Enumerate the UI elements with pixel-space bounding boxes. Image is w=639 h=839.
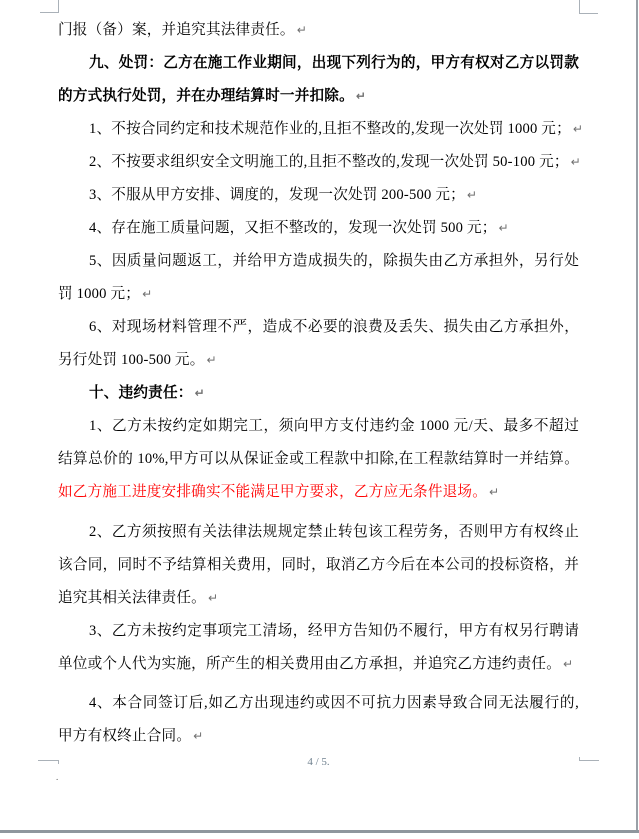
line-text: 追究其相关法律责任。 (58, 590, 206, 606)
line-text: 1、不按合同约定和技术规范作业的,且拒不整改的,发现一次处罚 1000 元； (89, 121, 571, 137)
document-line (58, 212, 579, 245)
document-line (58, 14, 579, 47)
document-line (58, 582, 579, 615)
page-edge-right (636, 0, 638, 832)
document-line (58, 179, 579, 212)
document-line (58, 113, 584, 146)
line-text: 5、因质量问题返工，并给甲方造成损失的，除损失由乙方承担外，另行处 (89, 253, 579, 269)
line-text: 2、乙方须按照有关法律法规规定禁止转包该工程劳务，否则甲方有权终止 (89, 524, 579, 540)
line-text: 结算总价的 10%,甲方可以从保证金或工程款中扣除,在工程款结算时一并结算。 (58, 451, 579, 467)
paragraph-end-mark-icon: ↵ (355, 89, 367, 103)
line-text: 4、本合同签订后,如乙方出现违约或因不可抗力因素导致合同无法履行的, (89, 695, 579, 711)
line-text: 6、对现场材料管理不严，造成不必要的浪费及丢失、损失由乙方承担外， (89, 319, 579, 335)
document-line (58, 720, 579, 753)
document-line (58, 377, 579, 410)
paragraph-end-mark-icon: ↵ (206, 353, 217, 367)
paragraph-end-mark-icon: ↵ (142, 287, 153, 301)
line-text: 如乙方施工进度安排确实不能满足甲方要求，乙方应无条件退场。 (58, 484, 488, 500)
line-text: 3、乙方未按约定事项完工清场，经甲方告知仍不履行，甲方有权另行聘请 (89, 623, 579, 639)
document-line (58, 615, 579, 648)
line-text: 的方式执行处罚，并在办理结算时一并扣除。 (58, 88, 354, 104)
document-line (58, 146, 579, 179)
crop-mark-top-left (58, 0, 59, 12)
paragraph-end-mark-icon: ↵ (193, 729, 204, 743)
document-line (58, 311, 579, 344)
paragraph-end-mark-icon: ↵ (466, 188, 478, 202)
paragraph-end-mark-icon: ↵ (296, 23, 307, 37)
paragraph-end-mark-icon: ↵ (570, 155, 581, 169)
document-line (58, 80, 579, 113)
page-edge-bottom (0, 830, 639, 833)
line-text: 十、违约责任： (89, 385, 193, 401)
line-text: 2、不按要求组织安全文明施工的,且拒不整改的,发现一次处罚 50-100 元； (89, 154, 569, 170)
line-text: 甲方有权终止合同。 (58, 728, 192, 744)
page-number: 4 / 5. (307, 756, 330, 768)
paragraph-end-mark-icon: ↵ (489, 485, 500, 499)
footer-paragraph-mark: . (56, 772, 59, 782)
paragraph-end-mark-icon: ↵ (498, 221, 509, 235)
line-text: 罚 1000 元； (58, 286, 141, 302)
line-text: 3、不服从甲方安排、调度的，发现一次处罚 200-500 元； (89, 187, 465, 203)
line-text: 九、处罚：乙方在施工作业期间，出现下列行为的，甲方有权对乙方以罚款 (89, 55, 579, 71)
document-line (58, 648, 579, 681)
document-line (58, 687, 579, 720)
paragraph-end-mark-icon: ↵ (194, 386, 205, 400)
paragraph-end-mark-icon: ↵ (207, 591, 219, 605)
document-line (58, 443, 579, 476)
document-line (58, 476, 579, 509)
line-text: 门报（备）案，并追究其法律责任。 (58, 22, 295, 38)
document-line (58, 245, 579, 278)
crop-mark-top-right (579, 13, 598, 14)
document-line (58, 278, 579, 311)
crop-mark-bottom-right (579, 760, 599, 761)
paragraph-end-mark-icon: ↵ (572, 122, 584, 136)
paragraph-end-mark-icon: ↵ (563, 657, 574, 671)
crop-mark-top-left (40, 12, 59, 13)
crop-mark-bottom-left (38, 760, 59, 761)
document-line (58, 410, 579, 443)
crop-mark-bottom-right (579, 757, 580, 761)
document-line (58, 549, 579, 582)
document-line (58, 516, 579, 549)
line-text: 单位或个人代为实施，所产生的相关费用由乙方承担，并追究乙方违约责任。 (58, 656, 561, 672)
line-text: 4、存在施工质量问题，又拒不整改的，发现一次处罚 500 元； (89, 220, 497, 236)
line-text: 1、乙方未按约定如期完工，须向甲方支付违约金 1000 元/天、最多不超过 (89, 418, 579, 434)
document-line (58, 344, 579, 377)
document-body (58, 14, 584, 753)
document-line (58, 47, 579, 80)
crop-mark-top-right (579, 0, 580, 13)
line-text: 该合同，同时不予结算相关费用，同时，取消乙方今后在本公司的投标资格，并 (58, 557, 579, 573)
line-text: 另行处罚 100-500 元。 (58, 352, 205, 368)
